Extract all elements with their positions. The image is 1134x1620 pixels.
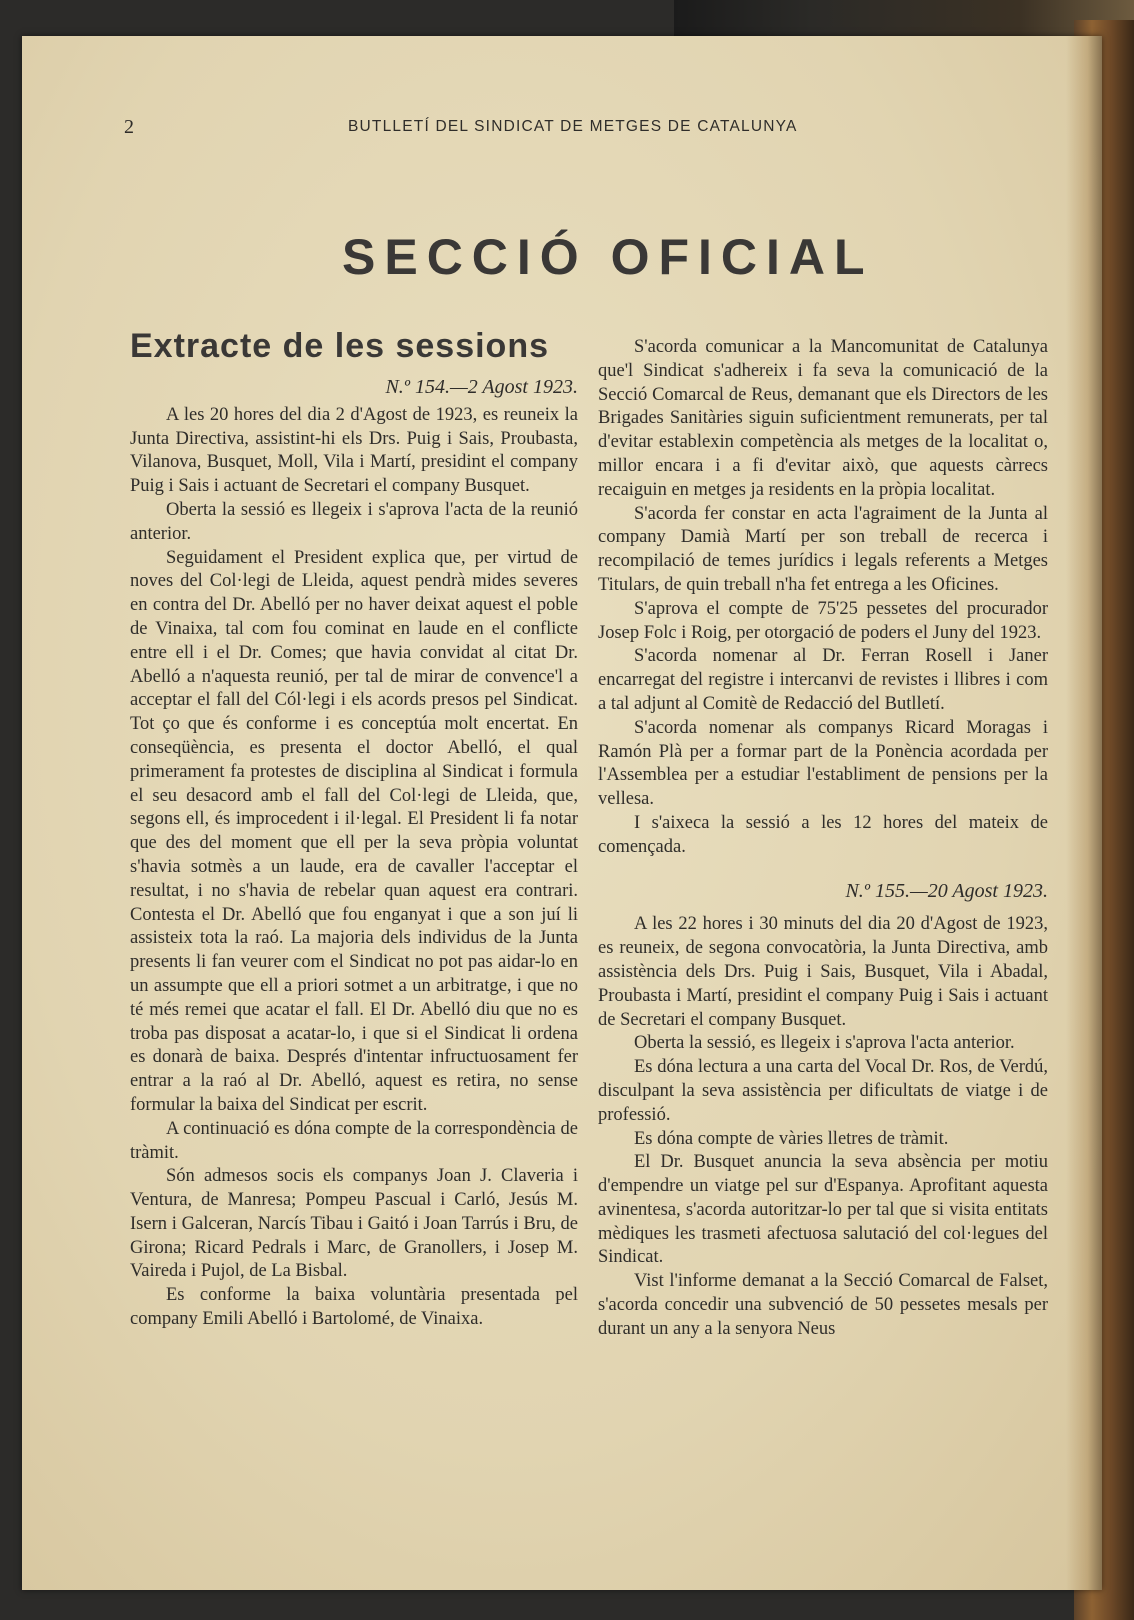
document-page [22,36,1102,1590]
paragraph: Són admesos socis els companys Joan J. Claveria i Ventura, de Manresa; Pompeu Pascual i Carló, Jesús M. Isern i Galceran, Narcís Tibau i Gaitó i Joan Tarrús i Bru, de Girona; Ricard Pedrals i Marc, de Granollers, i Josep M. Vaireda i Pujol, de La Bisbal. [130,1166,578,1282]
paragraph: S'aprova el compte de 75'25 pessetes del procurador Josep Folc i Roig, per otorgació de poders el Juny del 1923. [598,598,1048,643]
paragraph: Es conforme la baixa voluntària presentada pel company Emili Abelló i Bartolomé, de Vinaixa. [130,1285,578,1330]
paragraph: A les 20 hores del dia 2 d'Agost de 1923, es reuneix la Junta Directiva, assistint-hi els Drs. Puig i Sais, Proubasta, Vilanova, Busquet, Moll, Vila i Martí, presidint el company Puig i Sais i actuant de Secretari el company Busquet. [130,404,578,497]
paragraph: Oberta la sessió es llegeix i s'aprova l'acta de la reunió anterior. [130,499,578,544]
paragraph: S'acorda nomenar al Dr. Ferran Rosell i Janer encarregat del registre i intercanvi de revistes i llibres i com a tal adjunt al Comitè de Redacció del Butlletí. [598,646,1048,714]
section-title: SECCIÓ OFICIAL [342,229,874,285]
paragraph: Vist l'informe demanat a la Secció Comarcal de Falset, s'acorda concedir una subvenció de 50 pessetes mesals per durant un any a la senyora Neus [598,1271,1048,1339]
page-number: 2 [124,116,134,138]
paragraph: I s'aixeca la sessió a les 12 hores del mateix de començada. [598,812,1048,857]
right-column [598,336,1048,1342]
article-heading: Extracte de les sessions [130,327,550,365]
paragraph: Es dóna compte de vàries lletres de tràmit. [634,1128,949,1149]
session-number-155: N.º 155.—20 Agost 1923. [845,879,1048,902]
background-top-right [674,0,1134,40]
paragraph: S'acorda comunicar a la Mancomunitat de Catalunya que'l Sindicat s'adhereix i fa seva la comunicació de la Secció Comarcal de Reus, demanant que els Directors de les Brigades Sanitàries siguin suficientment remunerats, per tal d'evitar establexin competència als metges de la localitat o, millor encara i a fi d'evitar això, que aquests càrrecs recaiguin en metges ja residents en la pròpia localitat. [598,337,1048,500]
running-head: BUTLLETÍ DEL SINDICAT DE METGES DE CATALUNYA [348,118,798,135]
paragraph: Es dóna lectura a una carta del Vocal Dr. Ros, de Verdú, disculpant la seva assistència per dificultats de viatge i de professió. [598,1057,1048,1125]
session-number-154: N.º 154.—2 Agost 1923. [385,376,578,398]
paragraph: Seguidament el President explica que, per virtud de noves del Col·legi de Lleida, aquest pendrà mides severes en contra del Dr. Abelló per no haver deixat aquest el poble de Vinaixa, tal com fou cominat en laude en el conflicte entre ell i el Dr. Comes; que havia convidat al citat Dr. Abelló a n'aquesta reunió, per tal de mirar de convence'l a acceptar el fall del Cól·legi i els acords presos pel Sindicat. Tot ço que és conforme i es conceptúa molt encertat. En conseqüència, es presenta el doctor Abelló, el qual primerament fa protestes de disciplina al Sindicat i formula el seu desacord amb el fall del Col·legi de Lleida, que, segons ell, és improcedent i il·legal. El President li fa notar que des del moment que ell per la seva pròpia voluntat s'havia sotmès a un laude, era de cavaller l'acceptar el resultat, i no s'havia de rebelar quan aquest era contrari. Contesta el Dr. Abelló que fou enganyat i que a son juí li assisteix tota la raó. La majoria dels individus de la Junta presents li fan veurer com el Sindicat no pot pas aidar-lo en un assumpte que ell a priori sotmet a un arbitratge, i que no té més remei que acatar el fall. El Dr. Abelló diu que no es troba pas disposat a acatar-lo, i que si el Sindicat li ordena es donarà de baixa. Després d'intentar infructuosament fer entrar a la raó al Dr. Abelló, aquest es retira, no sense formular la baixa del Sindicat per escrit. [130,547,578,1115]
paragraph: A continuació es dóna compte de la correspondència de tràmit. [130,1118,578,1163]
paragraph: S'acorda nomenar als companys Ricard Moragas i Ramón Plà per a formar part de la Ponència acordada per l'Assemblea per a estudiar l'establiment de pensions per la vellesa. [598,717,1048,810]
paragraph: S'acorda fer constar en acta l'agraiment de la Junta al company Damià Martí per son treball de recerca i recompilació de temes jurídics i legals referents a Metges Titulars, de quin treball n'ha fet entrega a les Oficines. [598,503,1048,595]
paragraph: Oberta la sessió, es llegeix i s'aprova l'acta anterior. [634,1033,1015,1054]
paragraph: A les 22 hores i 30 minuts del dia 20 d'Agost de 1923, es reuneix, de segona convocatòria, la Junta Directiva, amb assistència dels Drs. Puig i Sais, Busquet, Vila i Abadal, Proubasta i Martí, presidint el company Puig i Sais i actuant de Secretari el company Busquet. [598,914,1048,1030]
page-gutter-shadow [1066,36,1102,1590]
left-column [130,326,578,1332]
paragraph: El Dr. Busquet anuncia la seva absència per motiu d'empendre un viatge pel sur d'Espanya. Aprofitant aquesta avinentesa, s'acorda autoritzar-lo per tal que si visita entitats mèdiques les trasmeti afectuosa salutació del col·legues del Sindicat. [598,1152,1048,1268]
